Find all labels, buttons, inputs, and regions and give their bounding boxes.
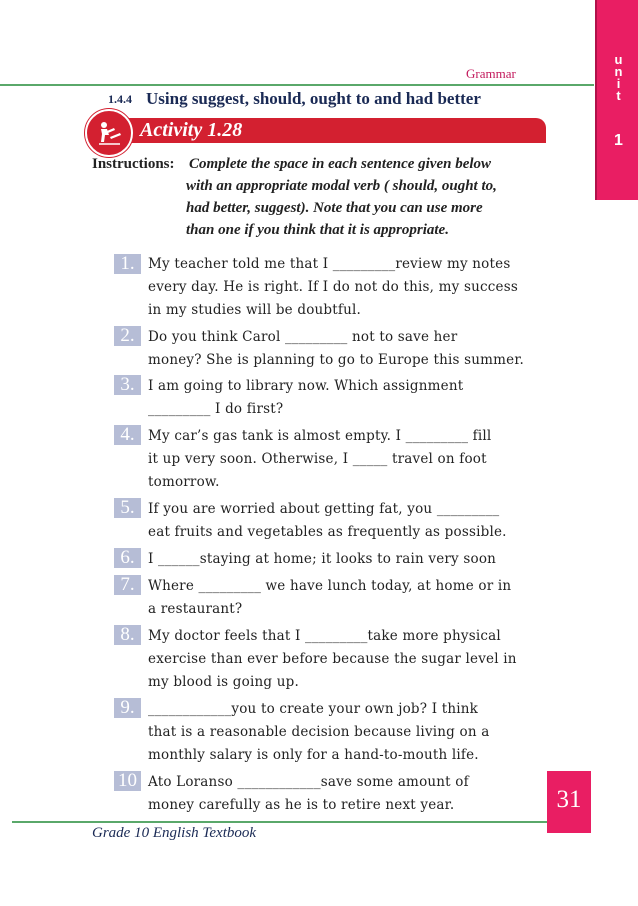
section-title: Using suggest, should, ought to and had better: [146, 89, 481, 108]
unit-tab: [595, 0, 638, 200]
question-number: 5.: [114, 498, 141, 518]
question-line: _________ I do first?: [148, 401, 284, 417]
question-line: Where _________ we have lunch today, at home or in: [148, 578, 512, 594]
question-line: it up very soon. Otherwise, I _____ travel on foot: [148, 451, 487, 467]
question-line: a restaurant?: [148, 601, 243, 617]
instructions-label: Instructions:: [92, 156, 175, 172]
question-number: 9.: [114, 698, 141, 718]
question-number: 4.: [114, 425, 141, 445]
question-line: money? She is planning to go to Europe this summer.: [148, 352, 525, 368]
unit-tab-letters: [597, 54, 638, 102]
page-number: 31: [556, 786, 582, 813]
unit-letter: i: [616, 76, 621, 91]
question-line: My teacher told me that I _________review my notes: [148, 256, 511, 272]
writing-person-icon: [85, 109, 133, 157]
question-number: 3.: [114, 375, 141, 395]
question-line: eat fruits and vegetables as frequently as possible.: [148, 524, 507, 540]
question-line: exercise than ever before because the sugar level in: [148, 651, 517, 667]
question-line: Ato Loranso ____________save some amount of: [148, 774, 469, 790]
question-number: 7.: [114, 575, 141, 595]
question-line: tomorrow.: [148, 474, 220, 490]
question-line: every day. He is right. If I do not do this, my success: [148, 279, 518, 295]
question-line: My car’s gas tank is almost empty. I _________ fill: [148, 428, 492, 444]
question-line: that is a reasonable decision because living on a: [148, 724, 490, 740]
instructions-line: Complete the space in each sentence given below: [189, 156, 492, 172]
question-number: 2.: [114, 326, 141, 346]
instructions-line: with an appropriate modal verb ( should, ought to,: [186, 178, 497, 194]
section-number: 1.4.4: [108, 92, 132, 106]
unit-letter: u: [614, 52, 623, 67]
unit-letter: t: [616, 88, 621, 103]
question-line: my blood is going up.: [148, 674, 299, 690]
unit-letter: n: [614, 64, 623, 79]
question-line: If you are worried about getting fat, you _________: [148, 501, 500, 517]
book-title: Grade 10 English Textbook: [92, 825, 257, 841]
unit-number: 1: [614, 132, 623, 149]
footer-rule: [12, 821, 547, 823]
question-line: I ______staying at home; it looks to rain very soon: [148, 551, 497, 567]
question-line: monthly salary is only for a hand-to-mouth life.: [148, 747, 479, 763]
question-line: money carefully as he is to retire next year.: [148, 797, 455, 813]
section-label: Grammar: [466, 66, 516, 81]
question-number: 6.: [114, 548, 141, 568]
activity-label: Activity 1.28: [140, 119, 243, 141]
question-number: 8.: [114, 625, 141, 645]
question-line: My doctor feels that I _________take more physical: [148, 628, 501, 644]
instructions-line: had better, suggest). Note that you can use more: [186, 200, 483, 216]
question-line: Do you think Carol _________ not to save her: [148, 329, 458, 345]
question-line: in my studies will be doubtful.: [148, 302, 361, 318]
question-number: 10: [114, 771, 141, 791]
instructions-line: than one if you think that it is appropriate.: [186, 222, 449, 238]
question-line: I am going to library now. Which assignment: [148, 378, 464, 394]
header-rule: [0, 84, 594, 86]
question-number: 1.: [114, 254, 141, 274]
question-line: ____________you to create your own job? I think: [148, 701, 479, 717]
